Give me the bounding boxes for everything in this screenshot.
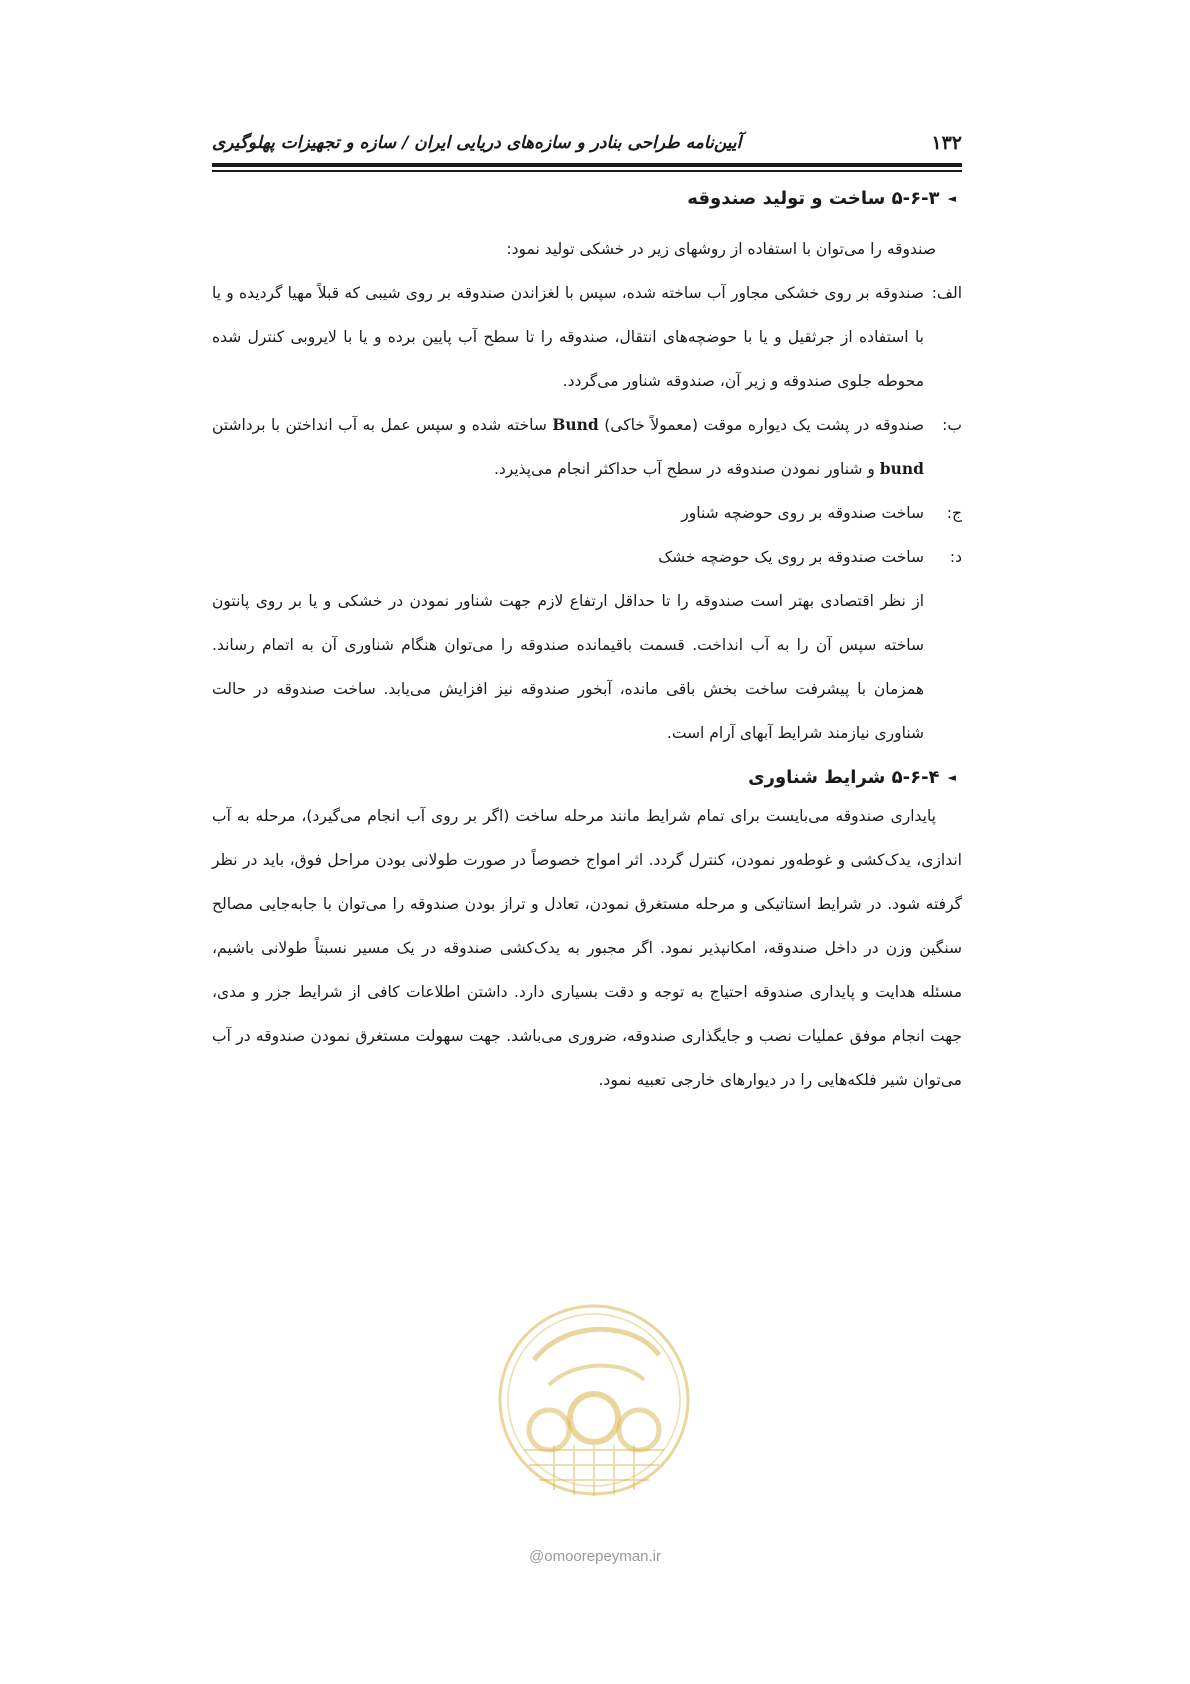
list-item-alef [212,271,962,403]
running-header [212,128,962,158]
list-item-jim [212,491,962,535]
text-segment: و شناور نمودن صندوقه در سطح آب حداکثر انجام می‌پذیرد. [493,460,875,478]
triangle-bullet-icon: ◄ [947,192,956,205]
section-heading-text: ۵-۶-۳ ساخت و تولید صندوقه [687,188,940,209]
section-heading-floating [212,767,956,788]
list-item-label: ج: [946,504,962,522]
list-item-text [212,403,924,491]
section-heading-text: ۵-۶-۴ شرایط شناوری [748,767,940,788]
list-item-label: الف: [931,284,962,302]
header-rule-thin [212,170,962,172]
running-title: آیین‌نامه طراحی بنادر و سازه‌های دریایی ایران / سازه و تجهیزات پهلوگیری [212,133,742,153]
list-item-dal [212,535,962,579]
section-heading-construction [212,188,956,209]
text-segment: صندوقه در پشت یک دیواره موقت (معمولاً خاکی) [604,416,924,434]
section-body: پایداری صندوقه می‌بایست برای تمام شرایط مانند مرحله ساخت (اگر بر روی آب انجام می‌گیرد)، مرحله به آب اندازی، یدک‌کشی و غوطه‌ور نمودن، کنترل گردد. اثر امواج خصوصاً در صورت طولانی بودن مراحل فوق، باید در نظر گرفته شود. در شرایط استاتیکی و مرحله مستغرق نمودن، تعادل و تراز بودن صندوقه را می‌توان با جابه‌جایی مصالح سنگین وزن در داخل صندوقه، امکانپذیر نمود. اگر مجبور به یدک‌کشی صندوقه در یک مسیر نسبتاً طولانی باشیم، مسئله هدایت و پایداری صندوقه احتیاج به توجه و دقت بسیاری دارد. داشتن اطلاعات کافی از شرایط جزر و مدی، جهت انجام موفق عملیات نصب و جایگذاری صندوقه، ضروری می‌باشد. جهت سهولت مستغرق نمودن صندوقه در آب می‌توان شیر فلکه‌هایی را در دیوارهای خارجی تعبیه نمود. [212,807,962,1089]
watermark-url-text: omoorepeyman.ir [544,1548,661,1565]
watermark-logo-icon [494,1300,694,1500]
text-segment: ساخته شده و سپس عمل به آب انداختن با برداشتن [212,416,547,434]
list-item-label: ب: [942,416,962,434]
watermark-at-icon: @ [529,1548,545,1565]
section-note: از نظر اقتصادی بهتر است صندوقه را تا حداقل ارتفاع لازم جهت شناور نمودن در خشکی و یا بر روی پانتون ساخته سپس آن را به آب انداخت. قسمت باقیمانده صندوقه را می‌توان هنگام شناوری آن به اتمام رساند. همزمان با پیشرفت ساخت بخش باقی مانده، آبخور صندوقه نیز افزایش می‌یابد. ساخت صندوقه در حالت شناوری نیازمند شرایط آبهای آرام است. [212,592,924,742]
watermark-url [495,1548,695,1565]
page-content [212,188,962,1102]
section-intro: صندوقه را می‌توان با استفاده از روشهای زیر در خشکی تولید نمود: [506,240,936,258]
page-number: ۱۳۲ [931,132,962,154]
list-item-text: صندوقه بر روی خشکی مجاور آب ساخته شده، سپس با لغزاندن صندوقه بر روی شیبی که قبلاً مهیا گردیده و یا با استفاده از جرثقیل و یا با حوضچه‌های انتقال، صندوقه را تا سطح آب پایین برده و یا با لایروبی کنترل شده محوطه جلوی صندوقه و زیر آن، صندوقه شناور می‌گردد. [212,284,924,390]
list-item-label: د: [949,548,962,566]
header-rule-thick [212,163,962,167]
triangle-bullet-icon: ◄ [947,771,956,784]
list-item-be [212,403,962,491]
term-bund: Bund [552,415,599,434]
term-bund-lower: bund [879,459,924,478]
list-item-text: ساخت صندوقه بر روی یک حوضچه خشک [658,548,924,566]
list-item-text: ساخت صندوقه بر روی حوضچه شناور [681,504,924,522]
